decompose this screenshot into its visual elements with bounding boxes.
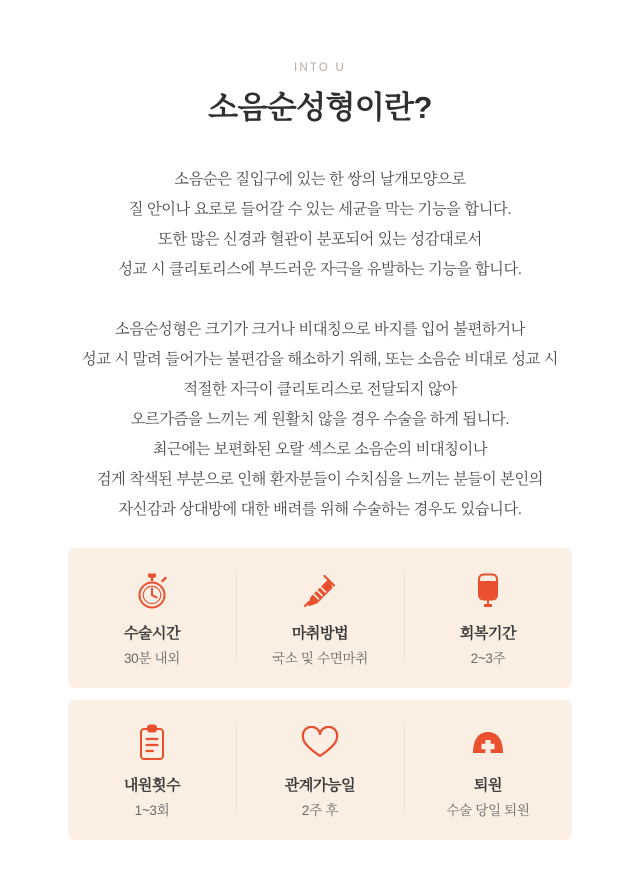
info-cell-label: 퇴원: [473, 777, 503, 794]
info-cell-value: 1~3회: [134, 803, 170, 818]
intro-line: 질 안이나 요로로 들어갈 수 있는 세균을 막는 기능을 합니다.: [128, 201, 512, 218]
info-cell-value: 수술 당일 퇴원: [446, 803, 530, 818]
info-cell-anesthesia: [236, 548, 404, 688]
page-title: 소음순성형이란?: [208, 90, 432, 125]
info-panels: [68, 548, 572, 840]
intro-line: 적절한 자극이 클리토리스로 전달되지 않아: [183, 381, 457, 398]
info-cell-value: 2주 후: [301, 803, 339, 818]
heart-icon: [301, 722, 339, 764]
info-cell-value: 국소 및 수면마취: [271, 651, 369, 666]
info-cell-intercourse: [236, 700, 404, 840]
nurse-cap-icon: [469, 722, 507, 764]
clipboard-icon: [137, 722, 167, 764]
intro-line: 자신감과 상대방에 대한 배려를 위해 수술하는 경우도 있습니다.: [118, 501, 522, 518]
intro-line: 또한 많은 신경과 혈관이 분포되어 있는 성감대로서: [158, 231, 482, 248]
intro-line: 소음순은 질입구에 있는 한 쌍의 날개모양으로: [174, 171, 466, 188]
info-cell-label: 마취방법: [291, 625, 349, 642]
info-cell-value: 30분 내외: [123, 651, 181, 666]
info-cell-value: 2~3주: [470, 651, 506, 666]
intro-paragraph-1: [18, 165, 622, 285]
intro-line: 소음순성형은 크기가 크거나 비대칭으로 바지를 입어 불편하거나: [115, 321, 525, 338]
info-cell-label: 내원횟수: [123, 777, 181, 794]
intro-line: 성교 시 클리토리스에 부드러운 자극을 유발하는 기능을 합니다.: [118, 261, 522, 278]
info-cell-surgery-time: [68, 548, 236, 688]
syringe-icon: [301, 570, 339, 612]
intro-line: 성교 시 말려 들어가는 불편감을 해소하기 위해, 또는 소음순 비대로 성교 시: [81, 351, 559, 368]
info-cell-visits: [68, 700, 236, 840]
intro-line: 오르가즘을 느끼는 게 원활치 않을 경우 수술을 하게 됩니다.: [130, 411, 510, 428]
info-cell-label: 수술시간: [123, 625, 181, 642]
intro-copy: [0, 165, 640, 525]
info-panel-row: [68, 548, 572, 688]
stopwatch-icon: [135, 570, 169, 612]
info-cell-label: 관계가능일: [284, 777, 356, 794]
info-cell-recovery: [404, 548, 572, 688]
info-cell-discharge: [404, 700, 572, 840]
info-panel-row: [68, 700, 572, 840]
intro-line: 최근에는 보편화된 오랄 섹스로 소음순의 비대칭이나: [152, 441, 488, 458]
blood-bag-icon: [473, 570, 503, 612]
intro-line: 검게 착색된 부분으로 인해 환자분들이 수치심을 느끼는 분들이 본인의: [96, 471, 544, 488]
page-header: [0, 0, 640, 127]
brand-eyebrow: INTO U: [294, 62, 346, 74]
intro-paragraph-2: [18, 315, 622, 525]
info-cell-label: 회복기간: [459, 625, 517, 642]
